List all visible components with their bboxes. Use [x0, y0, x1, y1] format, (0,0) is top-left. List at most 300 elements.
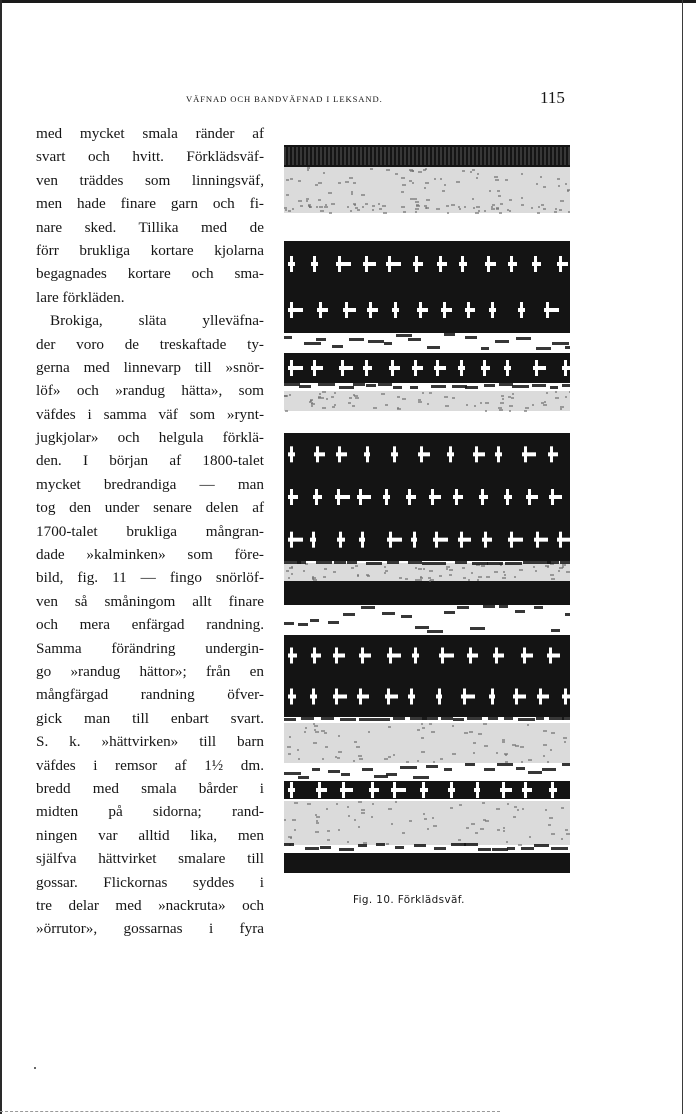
- warp-thread: [540, 147, 542, 165]
- weft-tooth: [414, 844, 426, 847]
- woven-motif: [455, 489, 458, 505]
- weave-speck: [535, 570, 537, 572]
- woven-motif: [343, 308, 356, 312]
- weft-tooth: [505, 562, 522, 565]
- weave-speck: [543, 208, 546, 210]
- weave-speck: [434, 178, 436, 180]
- warp-thread: [436, 147, 438, 165]
- text-line: den. I början af 1800-talet: [36, 452, 264, 470]
- weave-speck: [452, 397, 455, 399]
- weave-speck: [424, 187, 426, 189]
- weave-speck: [395, 801, 397, 803]
- weave-speck: [347, 206, 349, 208]
- weave-speck: [424, 205, 427, 207]
- weave-speck: [466, 404, 468, 406]
- weave-speck: [478, 733, 482, 735]
- weave-speck: [496, 808, 500, 810]
- weave-speck: [373, 407, 377, 409]
- weave-speck: [307, 803, 311, 805]
- weave-speck: [332, 406, 335, 408]
- weft-tooth: [415, 626, 429, 629]
- weave-speck: [288, 210, 291, 212]
- text-line: bild, fig. 11 — fingo snörlöf-: [36, 569, 264, 587]
- warp-thread: [476, 147, 478, 165]
- weave-speck: [423, 169, 426, 171]
- warp-thread: [484, 147, 486, 165]
- weave-speck: [502, 398, 504, 400]
- woven-motif: [438, 689, 441, 705]
- weave-speck: [370, 168, 373, 170]
- weave-speck: [294, 802, 298, 804]
- weave-speck: [543, 744, 547, 746]
- weave-speck: [481, 565, 485, 567]
- weave-speck: [372, 209, 374, 211]
- warp-thread: [444, 147, 446, 165]
- weft-tooth: [366, 384, 376, 387]
- weave-speck: [379, 208, 382, 210]
- warp-thread: [328, 147, 330, 165]
- woven-motif: [528, 489, 531, 505]
- woven-motif: [521, 654, 533, 658]
- warp-thread: [460, 147, 462, 165]
- weave-speck: [458, 839, 461, 841]
- weft-tooth: [470, 627, 485, 630]
- woven-motif: [312, 689, 315, 705]
- weave-speck: [462, 567, 465, 569]
- weave-speck: [326, 398, 328, 400]
- weave-speck: [306, 200, 308, 202]
- dark-stripe: [284, 635, 570, 717]
- warp-thread: [332, 147, 334, 165]
- weft-tooth: [542, 768, 556, 771]
- weave-speck: [288, 577, 290, 579]
- weave-speck: [314, 725, 318, 727]
- weave-speck: [489, 190, 491, 192]
- weave-speck: [307, 167, 310, 169]
- weave-speck: [551, 833, 555, 835]
- text-line: själfva hättvirket smalare till: [36, 850, 264, 868]
- weave-speck: [543, 404, 547, 406]
- woven-motif: [564, 360, 567, 376]
- warp-thread: [380, 147, 382, 165]
- woven-motif: [388, 256, 391, 272]
- woven-motif: [550, 446, 553, 462]
- weft-tooth: [408, 338, 421, 341]
- woven-motif: [418, 452, 430, 456]
- warp-thread: [448, 147, 450, 165]
- weave-speck: [321, 397, 324, 399]
- weave-speck: [559, 209, 562, 211]
- woven-motif: [435, 532, 438, 548]
- weave-speck: [555, 391, 557, 393]
- text-line: ningen var alltid lika, men: [36, 826, 264, 844]
- weave-speck: [313, 723, 315, 725]
- weave-speck: [482, 802, 485, 804]
- warp-thread: [500, 147, 502, 165]
- weft-tooth: [536, 717, 544, 720]
- weft-tooth: [552, 342, 569, 345]
- weave-speck: [356, 746, 360, 748]
- weft-tooth: [455, 561, 467, 564]
- weave-speck: [415, 567, 417, 569]
- weft-tooth: [321, 717, 334, 720]
- weft-tooth: [387, 561, 399, 564]
- weave-speck: [318, 199, 321, 201]
- weft-tooth: [393, 386, 402, 389]
- weft-tooth: [478, 848, 491, 851]
- weave-speck: [354, 204, 356, 206]
- figure-caption: Fig. 10. Förklädsväf.: [353, 894, 465, 906]
- weave-speck: [509, 199, 512, 201]
- woven-motif: [500, 788, 512, 792]
- weave-speck: [555, 397, 559, 399]
- weft-tooth: [481, 347, 489, 350]
- weave-speck: [319, 393, 321, 395]
- warp-thread: [312, 147, 314, 165]
- weave-speck: [475, 832, 478, 834]
- weave-speck: [533, 566, 535, 568]
- text-line: mycket bredrandiga — man: [36, 475, 264, 493]
- weave-speck: [452, 725, 454, 727]
- weave-speck: [388, 726, 391, 728]
- weave-speck: [349, 397, 352, 399]
- weave-speck: [359, 758, 363, 760]
- weave-speck: [497, 190, 500, 192]
- weave-speck: [497, 829, 500, 831]
- weft-tooth: [464, 843, 478, 846]
- weave-speck: [541, 402, 544, 404]
- weft-tooth: [499, 383, 513, 386]
- woven-motif: [316, 446, 319, 462]
- woven-motif: [549, 648, 552, 664]
- figure-weave-photo: [284, 145, 570, 873]
- woven-motif: [311, 366, 323, 370]
- text-line: S. k. »hättvirken» till barn: [36, 733, 264, 751]
- text-line: jugkjolar» och helgula förklä-: [36, 429, 264, 447]
- weave-speck: [514, 576, 516, 578]
- dark-stripe: [284, 353, 570, 383]
- weave-speck: [421, 737, 424, 739]
- warp-thread: [384, 147, 386, 165]
- weave-speck: [353, 760, 355, 762]
- woven-motif: [366, 446, 369, 462]
- weave-speck: [372, 803, 374, 805]
- woven-motif: [536, 532, 539, 548]
- warp-thread: [428, 147, 430, 165]
- weave-speck: [495, 179, 499, 181]
- weave-speck: [371, 816, 373, 818]
- weave-speck: [436, 208, 440, 210]
- woven-motif: [313, 360, 316, 376]
- weft-tooth: [453, 718, 464, 721]
- weave-speck: [323, 172, 325, 174]
- weft-tooth: [328, 770, 340, 773]
- weave-speck: [309, 206, 311, 208]
- weave-speck: [491, 208, 495, 210]
- warp-thread: [292, 147, 294, 165]
- woven-motif: [361, 532, 364, 548]
- weave-speck: [417, 729, 420, 731]
- weave-speck: [504, 574, 506, 576]
- weft-tooth: [340, 718, 356, 721]
- weave-speck: [498, 407, 502, 409]
- weave-illustration: [284, 145, 570, 873]
- weave-speck: [446, 566, 450, 568]
- woven-motif: [393, 782, 396, 798]
- weave-speck: [477, 173, 479, 175]
- warp-thread: [416, 147, 418, 165]
- weave-speck: [503, 827, 505, 829]
- weave-speck: [348, 402, 351, 404]
- weave-speck: [311, 405, 313, 407]
- woven-motif: [417, 308, 428, 312]
- weave-speck: [532, 404, 534, 406]
- warp-thread: [488, 147, 490, 165]
- weft-tooth: [384, 342, 392, 345]
- weft-tooth: [516, 767, 525, 770]
- woven-motif: [420, 446, 423, 462]
- weave-speck: [338, 751, 342, 753]
- weave-speck: [444, 396, 448, 398]
- weft-tooth: [534, 606, 543, 609]
- weave-speck: [327, 830, 330, 832]
- weave-speck: [507, 803, 509, 805]
- weave-speck: [337, 757, 340, 759]
- woven-motif: [414, 648, 417, 664]
- text-line: begagnades kortare och sma-: [36, 265, 264, 283]
- text-line: lare förkläden.: [36, 288, 125, 306]
- weave-speck: [505, 761, 508, 763]
- woven-motif: [495, 648, 498, 664]
- weave-speck: [289, 394, 291, 396]
- weft-tooth: [408, 561, 422, 564]
- weave-speck: [529, 836, 531, 838]
- weave-speck: [471, 572, 473, 574]
- weft-tooth: [284, 772, 301, 775]
- weave-speck: [324, 732, 327, 734]
- weave-speck: [538, 206, 540, 208]
- woven-motif: [487, 256, 490, 272]
- weave-speck: [383, 212, 387, 214]
- weave-speck: [469, 731, 473, 733]
- weft-tooth: [401, 615, 412, 618]
- woven-motif: [524, 446, 527, 462]
- page-number: 115: [540, 88, 565, 107]
- woven-motif: [338, 446, 341, 462]
- woven-motif: [313, 648, 316, 664]
- weave-speck: [303, 570, 305, 572]
- woven-motif: [467, 302, 470, 318]
- woven-motif: [365, 360, 368, 376]
- warp-thread: [492, 147, 494, 165]
- weave-speck: [558, 570, 560, 572]
- weave-speck: [310, 400, 312, 402]
- weft-tooth: [361, 606, 375, 609]
- weave-speck: [473, 742, 476, 744]
- weave-speck: [567, 190, 569, 192]
- weave-speck: [472, 169, 475, 171]
- weft-tooth: [393, 717, 405, 720]
- weave-speck: [378, 203, 380, 205]
- weave-speck: [300, 205, 303, 207]
- weave-speck: [292, 208, 294, 210]
- weave-speck: [475, 212, 479, 214]
- weft-tooth: [368, 340, 384, 343]
- weave-speck: [426, 207, 429, 209]
- weave-speck: [304, 731, 306, 733]
- weave-speck: [451, 204, 455, 206]
- weave-speck: [456, 181, 460, 183]
- weft-tooth: [297, 561, 306, 564]
- weave-speck: [322, 758, 324, 760]
- weave-speck: [316, 206, 318, 208]
- weft-tooth: [497, 763, 513, 766]
- weave-speck: [498, 195, 501, 197]
- weave-speck: [290, 178, 293, 180]
- warp-thread: [548, 147, 550, 165]
- warp-thread: [344, 147, 346, 165]
- weave-speck: [543, 755, 545, 757]
- woven-motif: [515, 689, 518, 705]
- text-line: midten på sidorna; rand-: [36, 803, 264, 821]
- weave-speck: [429, 580, 431, 582]
- woven-motif: [467, 654, 478, 658]
- text-line: löf» och »randug hätta», som: [36, 382, 264, 400]
- weave-speck: [361, 812, 365, 814]
- woven-motif: [520, 302, 523, 318]
- weave-speck: [508, 396, 511, 398]
- weave-speck: [417, 760, 419, 762]
- weave-speck: [540, 176, 542, 178]
- woven-motif: [365, 256, 368, 272]
- weave-speck: [297, 749, 299, 751]
- weave-speck: [512, 393, 514, 395]
- weft-tooth: [316, 561, 332, 564]
- warp-thread: [336, 147, 338, 165]
- warp-thread: [560, 147, 562, 165]
- woven-motif: [290, 302, 293, 318]
- woven-motif: [551, 489, 554, 505]
- weave-speck: [353, 182, 356, 184]
- weave-speck: [316, 820, 318, 822]
- page-edge-left: [0, 0, 2, 1114]
- weave-speck: [409, 169, 413, 171]
- weave-speck: [557, 178, 560, 180]
- weave-speck: [313, 579, 317, 581]
- woven-motif: [460, 360, 463, 376]
- weave-speck: [473, 752, 475, 754]
- woven-motif: [314, 452, 325, 456]
- weave-speck: [285, 209, 287, 211]
- warp-thread: [304, 147, 306, 165]
- woven-motif: [359, 654, 371, 658]
- weave-speck: [549, 817, 553, 819]
- weave-speck: [324, 568, 327, 570]
- weave-speck: [432, 817, 434, 819]
- weave-speck: [503, 830, 505, 832]
- weave-speck: [338, 735, 340, 737]
- weft-tooth: [427, 630, 443, 633]
- warp-thread: [408, 147, 410, 165]
- weft-tooth: [386, 773, 397, 776]
- woven-motif: [345, 302, 348, 318]
- weave-speck: [403, 211, 406, 213]
- woven-motif: [394, 302, 397, 318]
- woven-motif: [412, 366, 423, 370]
- woven-motif: [497, 446, 500, 462]
- woven-motif: [523, 648, 526, 664]
- weave-speck: [545, 565, 549, 567]
- woven-motif: [524, 782, 527, 798]
- weave-speck: [541, 204, 544, 206]
- weft-tooth: [451, 843, 466, 846]
- weave-speck: [428, 577, 431, 579]
- warp-thread: [320, 147, 322, 165]
- weave-speck: [426, 199, 430, 201]
- text-line: gick man till enbart svart.: [36, 709, 264, 727]
- woven-motif: [450, 782, 453, 798]
- weave-speck: [314, 729, 316, 731]
- warp-thread: [324, 147, 326, 165]
- woven-motif: [367, 308, 378, 312]
- weave-speck: [393, 754, 395, 756]
- weave-speck: [325, 204, 327, 206]
- weave-speck: [422, 392, 424, 394]
- weave-speck: [291, 573, 293, 575]
- weft-tooth: [495, 340, 509, 343]
- weft-tooth: [536, 347, 551, 350]
- woven-motif: [510, 532, 513, 548]
- woven-motif: [510, 256, 513, 272]
- woven-motif: [546, 302, 549, 318]
- woven-motif: [415, 256, 418, 272]
- warp-thread: [456, 147, 458, 165]
- weave-speck: [565, 396, 567, 398]
- dark-stripe: [284, 581, 570, 605]
- weave-speck: [372, 205, 375, 207]
- weft-tooth: [339, 386, 354, 389]
- weave-speck: [338, 829, 340, 831]
- weave-speck: [418, 171, 422, 173]
- weave-speck: [334, 404, 336, 406]
- weave-speck: [537, 212, 540, 214]
- weave-speck: [331, 203, 335, 205]
- weave-speck: [415, 201, 419, 203]
- woven-motif: [436, 360, 439, 376]
- weave-speck: [565, 829, 568, 831]
- warp-thread: [524, 147, 526, 165]
- woven-motif: [429, 495, 441, 499]
- weave-speck: [464, 732, 468, 734]
- body-text: [36, 122, 264, 941]
- woven-motif: [391, 360, 394, 376]
- woven-motif: [557, 538, 570, 542]
- woven-motif: [357, 695, 369, 699]
- weave-speck: [514, 806, 517, 808]
- weave-speck: [334, 392, 336, 394]
- woven-motif: [469, 648, 472, 664]
- weave-speck: [409, 180, 412, 182]
- weave-speck: [480, 828, 484, 830]
- grey-stripe: [284, 723, 570, 763]
- weft-tooth: [560, 561, 570, 564]
- weave-speck: [397, 408, 401, 410]
- weave-speck: [294, 829, 296, 831]
- weave-speck: [415, 579, 418, 581]
- weave-speck: [286, 194, 289, 196]
- weave-speck: [368, 731, 370, 733]
- weave-speck: [355, 397, 359, 399]
